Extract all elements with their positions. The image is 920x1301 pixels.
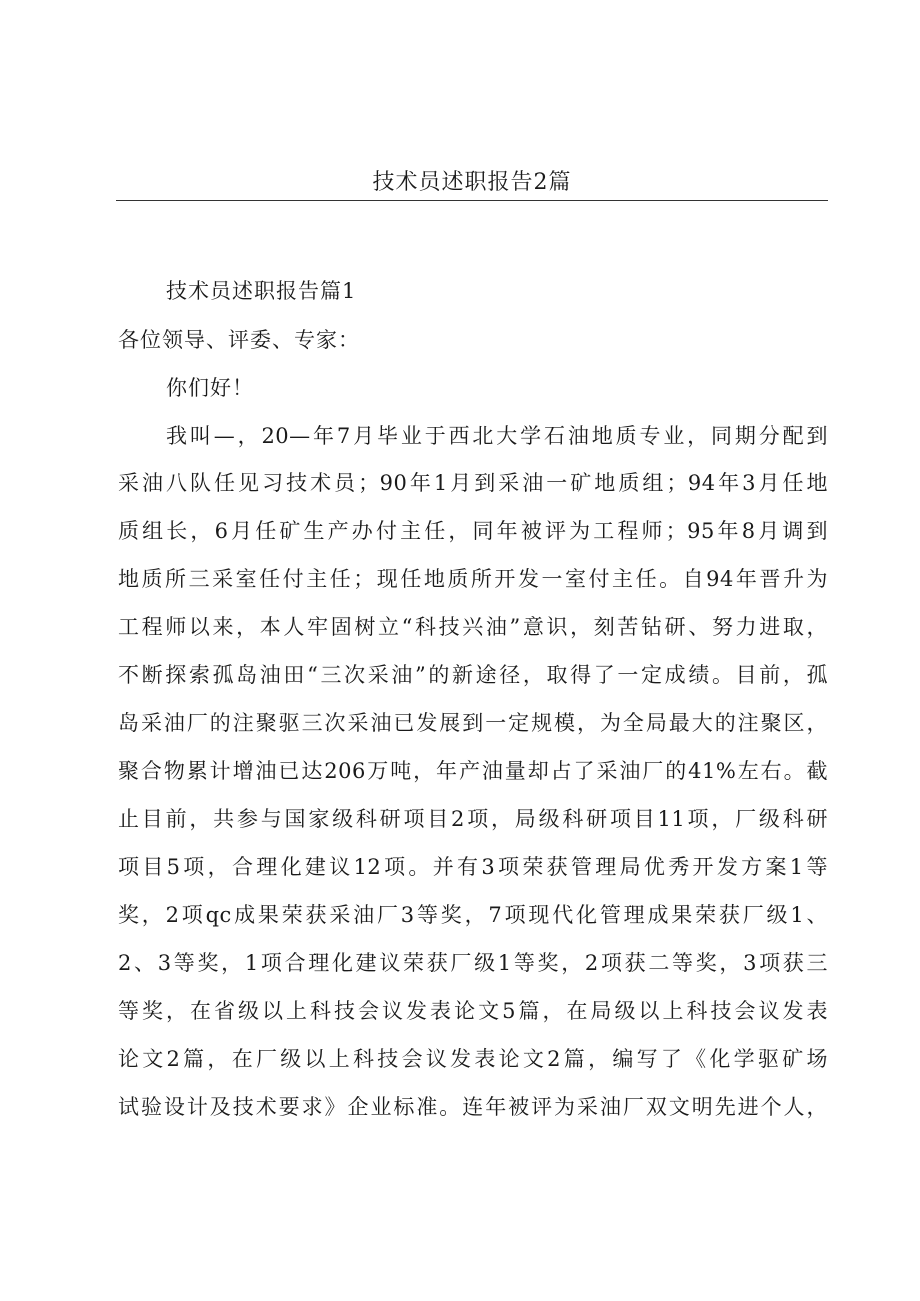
document-title: 技术员述职报告2篇 bbox=[372, 170, 572, 195]
paragraph-line: 论文2篇，在厂级以上科技会议发表论文2篇，编写了《化学驱矿场 bbox=[118, 1047, 828, 1071]
paragraph-line: 止目前，共参与国家级科研项目2项，局级科研项目11项，厂级科研 bbox=[118, 807, 828, 831]
paragraph-line: 岛采油厂的注聚驱三次采油已发展到一定规模，为全局最大的注聚区， bbox=[118, 711, 828, 735]
paragraph-line: 工程师以来，本人牢固树立“科技兴油”意识，刻苦钻研、努力进取， bbox=[118, 615, 828, 639]
greeting: 你们好！ bbox=[166, 376, 254, 400]
salutation: 各位领导、评委、专家： bbox=[118, 328, 360, 352]
paragraph-line: 地质所三采室任付主任；现任地质所开发一室付主任。自94年晋升为 bbox=[118, 567, 828, 591]
paragraph-line: 我叫—，20—年7月毕业于西北大学石油地质专业，同期分配到 bbox=[166, 424, 828, 448]
paragraph-line: 采油八队任见习技术员；90年1月到采油一矿地质组；94年3月任地 bbox=[118, 471, 828, 495]
paragraph-line: 质组长，6月任矿生产办付主任，同年被评为工程师；95年8月调到 bbox=[118, 519, 828, 543]
paragraph-line: 不断探索孤岛油田“三次采油”的新途径，取得了一定成绩。目前，孤 bbox=[118, 663, 828, 687]
paragraph-line: 聚合物累计增油已达206万吨，年产油量却占了采油厂的41%左右。截 bbox=[118, 759, 828, 783]
title-underline bbox=[116, 200, 828, 201]
paragraph-line: 项目5项，合理化建议12项。并有3项荣获管理局优秀开发方案1等 bbox=[118, 855, 828, 879]
paragraph-line: 试验设计及技术要求》企业标准。连年被评为采油厂双文明先进个人， bbox=[118, 1095, 828, 1119]
paragraph-line: 2、3等奖，1项合理化建议荣获厂级1等奖，2项获二等奖，3项获三 bbox=[118, 951, 828, 975]
paragraph-line: 奖，2项qc成果荣获采油厂3等奖，7项现代化管理成果荣获厂级1、 bbox=[118, 903, 828, 927]
paragraph-line: 等奖，在省级以上科技会议发表论文5篇，在局级以上科技会议发表 bbox=[118, 999, 828, 1023]
section-heading: 技术员述职报告篇1 bbox=[166, 279, 357, 303]
